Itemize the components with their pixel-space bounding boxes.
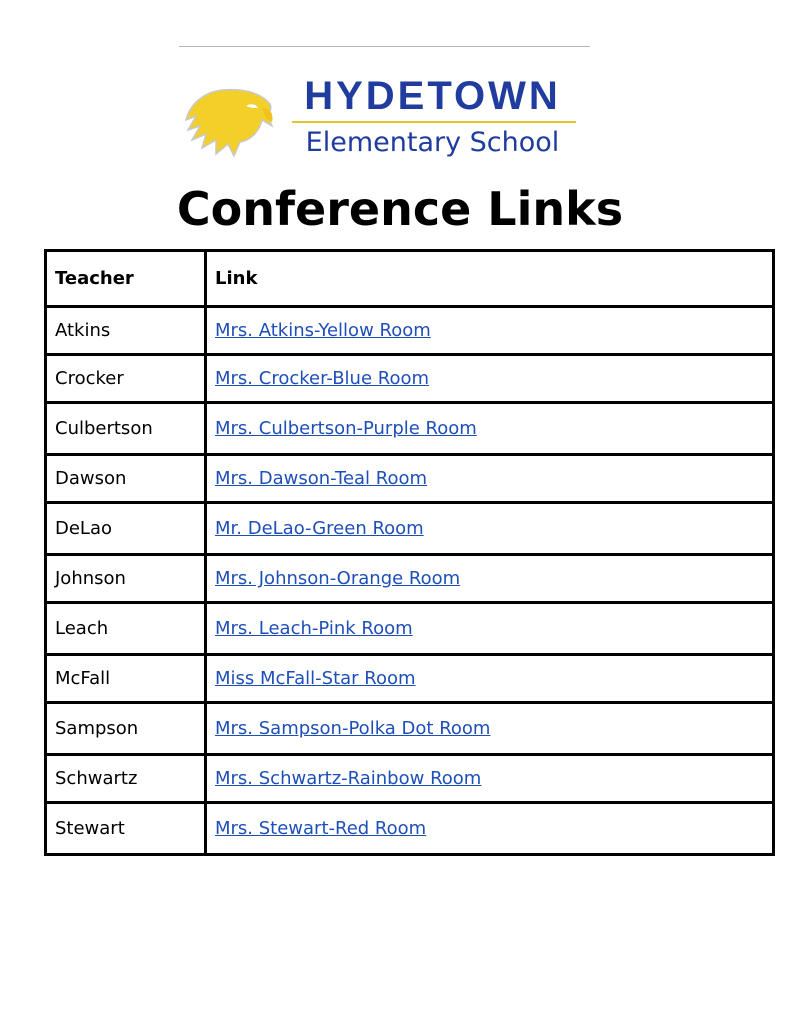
eagle-head-icon — [182, 86, 274, 158]
table-row — [46, 403, 774, 455]
link-cell — [206, 403, 774, 455]
table-row — [46, 355, 774, 403]
room-link[interactable]: Mrs. Dawson-Teal Room — [215, 468, 428, 489]
table-header-row — [46, 251, 774, 307]
link-cell — [206, 455, 774, 503]
school-logo — [182, 70, 582, 170]
teacher-cell: Crocker — [46, 355, 206, 403]
room-link[interactable]: Mrs. Stewart-Red Room — [215, 818, 427, 839]
column-header-link: Link — [206, 251, 774, 307]
room-link[interactable]: Mrs. Leach-Pink Room — [215, 618, 413, 639]
school-subtitle: Elementary School — [305, 127, 560, 158]
link-cell — [206, 555, 774, 603]
room-link[interactable]: Mrs. Schwartz-Rainbow Room — [215, 768, 482, 789]
teacher-cell: Schwartz — [46, 755, 206, 803]
teacher-cell: Leach — [46, 603, 206, 655]
room-link[interactable]: Miss McFall-Star Room — [215, 668, 416, 689]
link-cell — [206, 803, 774, 855]
link-cell — [206, 503, 774, 555]
table-row — [46, 503, 774, 555]
table-row — [46, 555, 774, 603]
page-title: Conference Links — [176, 182, 624, 236]
table-row — [46, 803, 774, 855]
conference-links-table — [44, 249, 775, 856]
room-link[interactable]: Mrs. Johnson-Orange Room — [215, 568, 461, 589]
teacher-cell: Dawson — [46, 455, 206, 503]
column-header-teacher: Teacher — [46, 251, 206, 307]
table-row — [46, 655, 774, 703]
room-link[interactable]: Mrs. Atkins-Yellow Room — [215, 320, 431, 341]
school-name: HYDETOWN — [304, 74, 561, 118]
logo-divider — [292, 121, 576, 123]
top-divider — [179, 46, 590, 47]
table-row — [46, 307, 774, 355]
link-cell — [206, 603, 774, 655]
teacher-cell: McFall — [46, 655, 206, 703]
link-cell — [206, 355, 774, 403]
room-link[interactable]: Mrs. Sampson-Polka Dot Room — [215, 718, 491, 739]
table-row — [46, 703, 774, 755]
teacher-cell: Culbertson — [46, 403, 206, 455]
link-cell — [206, 755, 774, 803]
teacher-cell: Sampson — [46, 703, 206, 755]
table-row — [46, 455, 774, 503]
teacher-cell: Johnson — [46, 555, 206, 603]
link-cell — [206, 307, 774, 355]
teacher-cell: Stewart — [46, 803, 206, 855]
teacher-cell: DeLao — [46, 503, 206, 555]
room-link[interactable]: Mrs. Culbertson-Purple Room — [215, 418, 477, 439]
room-link[interactable]: Mr. DeLao-Green Room — [215, 518, 424, 539]
link-cell — [206, 655, 774, 703]
room-link[interactable]: Mrs. Crocker-Blue Room — [215, 368, 430, 389]
link-cell — [206, 703, 774, 755]
teacher-cell: Atkins — [46, 307, 206, 355]
table-row — [46, 603, 774, 655]
table-row — [46, 755, 774, 803]
